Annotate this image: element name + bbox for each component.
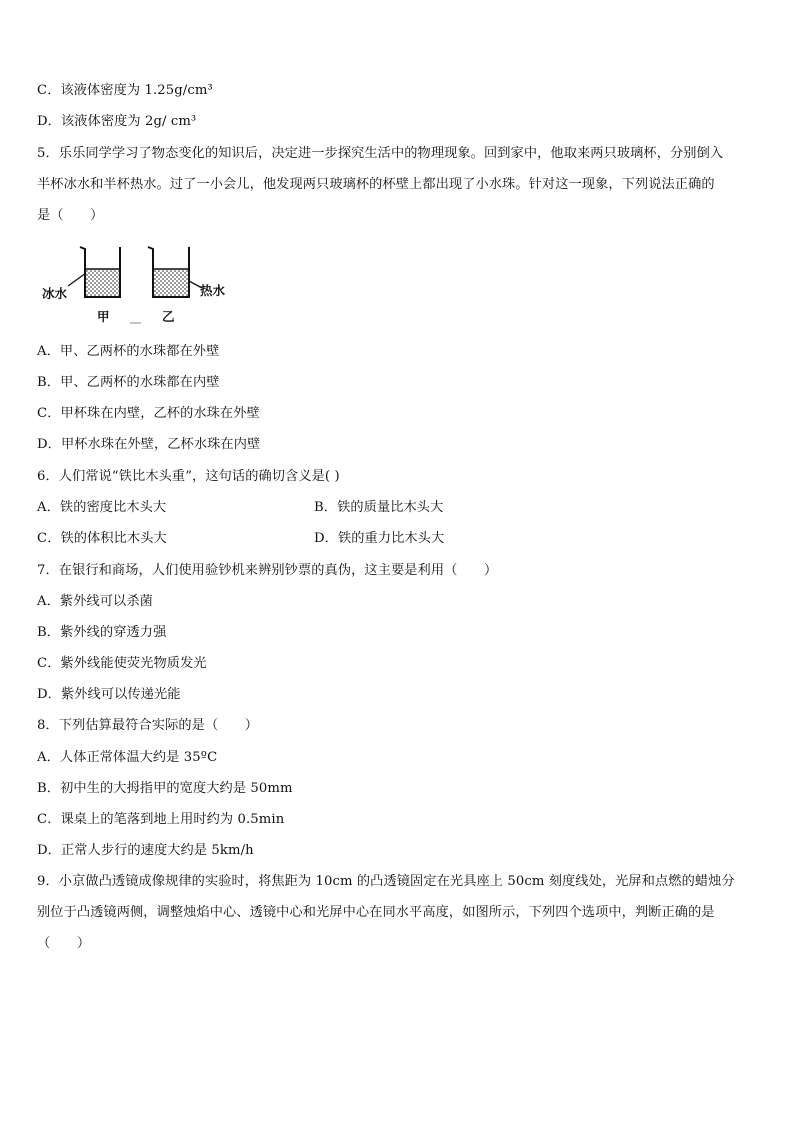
- q8-stem: 8．下列估算最符合实际的是（ ）: [37, 718, 259, 733]
- q7-option-b: B．紫外线的穿透力强: [37, 625, 167, 640]
- hot-water-label: 热水: [200, 283, 226, 298]
- q8-option-c: C．课桌上的笔落到地上用时约为 0.5min: [37, 812, 285, 827]
- q4-option-d: D．该液体密度为 2g/ cm³: [37, 114, 197, 129]
- q5-option-d: D．甲杯水珠在外壁，乙杯水珠在内壁: [37, 437, 261, 452]
- beaker-yi: [148, 247, 189, 297]
- caption-jia: 甲: [97, 309, 110, 324]
- q8-option-a: A．人体正常体温大约是 35ºC: [37, 750, 218, 765]
- q5-stem-line-2: 半杯冰水和半杯热水。过了一小会儿，他发现两只玻璃杯的杯壁上都出现了小水珠。针对这一现象，下列说法正确的: [37, 177, 715, 192]
- q9-stem-line-1: 9．小京做凸透镜成像规律的实验时，将焦距为 10cm 的凸透镜固定在光具座上 50cm 刻度线处，光屏和点燃的蜡烛分: [37, 874, 735, 889]
- q6-option-d: D．铁的重力比木头大: [314, 531, 445, 546]
- q6-option-c: C．铁的体积比木头大: [37, 531, 167, 546]
- q6-stem: 6．人们常说“铁比木头重”，这句话的确切含义是( ): [37, 469, 340, 484]
- leader-line-left: [68, 273, 86, 286]
- q4-option-c: C．该液体密度为 1.25g/cm³: [37, 83, 213, 98]
- q8-option-b: B．初中生的大拇指甲的宽度大约是 50mm: [37, 781, 293, 796]
- q7-option-c: C．紫外线能使荧光物质发光: [37, 656, 207, 671]
- q7-stem: 7．在银行和商场，人们使用验钞机来辨别钞票的真伪，这主要是利用（ ）: [37, 563, 498, 578]
- beaker-jia: [80, 247, 120, 297]
- q9-stem-line-3: （ ）: [37, 936, 91, 951]
- beaker-figure: [40, 240, 240, 330]
- q8-option-d: D．正常人步行的速度大约是 5km/h: [37, 843, 254, 858]
- q5-stem-line-3: 是（ ）: [37, 208, 104, 223]
- caption-yi: 乙: [162, 309, 175, 324]
- q7-option-a: A．紫外线可以杀菌: [37, 594, 153, 609]
- q6-option-a: A．铁的密度比木头大: [37, 500, 167, 515]
- q5-stem-line-1: 5．乐乐同学学习了物态变化的知识后，决定进一步探究生活中的物理现象。回到家中，他取来两只玻璃杯，分别倒入: [37, 146, 724, 161]
- q7-option-d: D．紫外线可以传递光能: [37, 687, 181, 702]
- q5-option-c: C．甲杯珠在内壁，乙杯的水珠在外壁: [37, 406, 260, 421]
- q6-option-b: B．铁的质量比木头大: [314, 500, 444, 515]
- ice-water-label: 冰水: [42, 286, 68, 301]
- q5-option-a: A．甲、乙两杯的水珠都在外壁: [37, 344, 220, 359]
- q9-stem-line-2: 别位于凸透镜两侧，调整烛焰中心、透镜中心和光屏中心在同水平高度，如图所示，下列四个选项中，判断正确的是: [37, 905, 715, 920]
- q5-option-b: B．甲、乙两杯的水珠都在内壁: [37, 375, 220, 390]
